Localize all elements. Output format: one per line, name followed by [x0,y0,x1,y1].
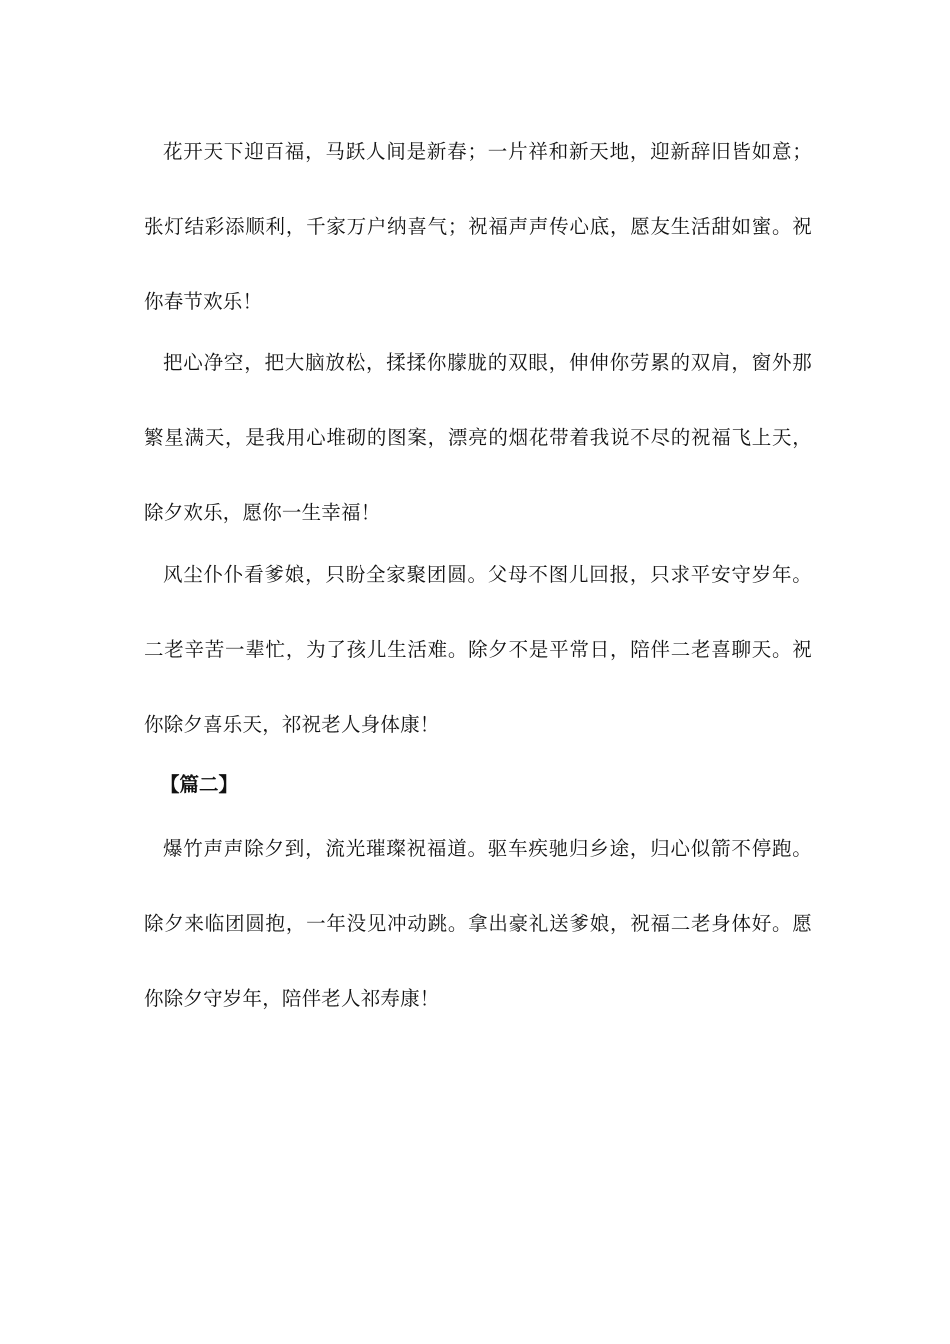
paragraph-1: 花开天下迎百福，马跃人间是新春；一片祥和新天地，迎新辞旧皆如意；张灯结彩添顺利，千家万户纳喜气；祝福声声传心底，愿友生活甜如蜜。祝你春节欢乐！ [144,140,812,313]
paragraph-2: 把心净空，把大脑放松，揉揉你朦胧的双眼，伸伸你劳累的双肩，窗外那繁星满天，是我用心堆砌的图案，漂亮的烟花带着我说不尽的祝福飞上天，除夕欢乐，愿你一生幸福！ [144,351,812,524]
section-paragraph-1: 爆竹声声除夕到，流光璀璨祝福道。驱车疾驰归乡途，归心似箭不停跑。除夕来临团圆抱，一年没见冲动跳。拿出豪礼送爹娘，祝福二老身体好。愿你除夕守岁年，陪伴老人祁寿康！ [144,837,812,1010]
paragraph-3: 风尘仆仆看爹娘，只盼全家聚团圆。父母不图儿回报，只求平安守岁年。二老辛苦一辈忙，为了孩儿生活难。除夕不是平常日，陪伴二老喜聊天。祝你除夕喜乐天，祁祝老人身体康！ [144,563,812,736]
section-heading: 【篇二】 [160,773,239,796]
